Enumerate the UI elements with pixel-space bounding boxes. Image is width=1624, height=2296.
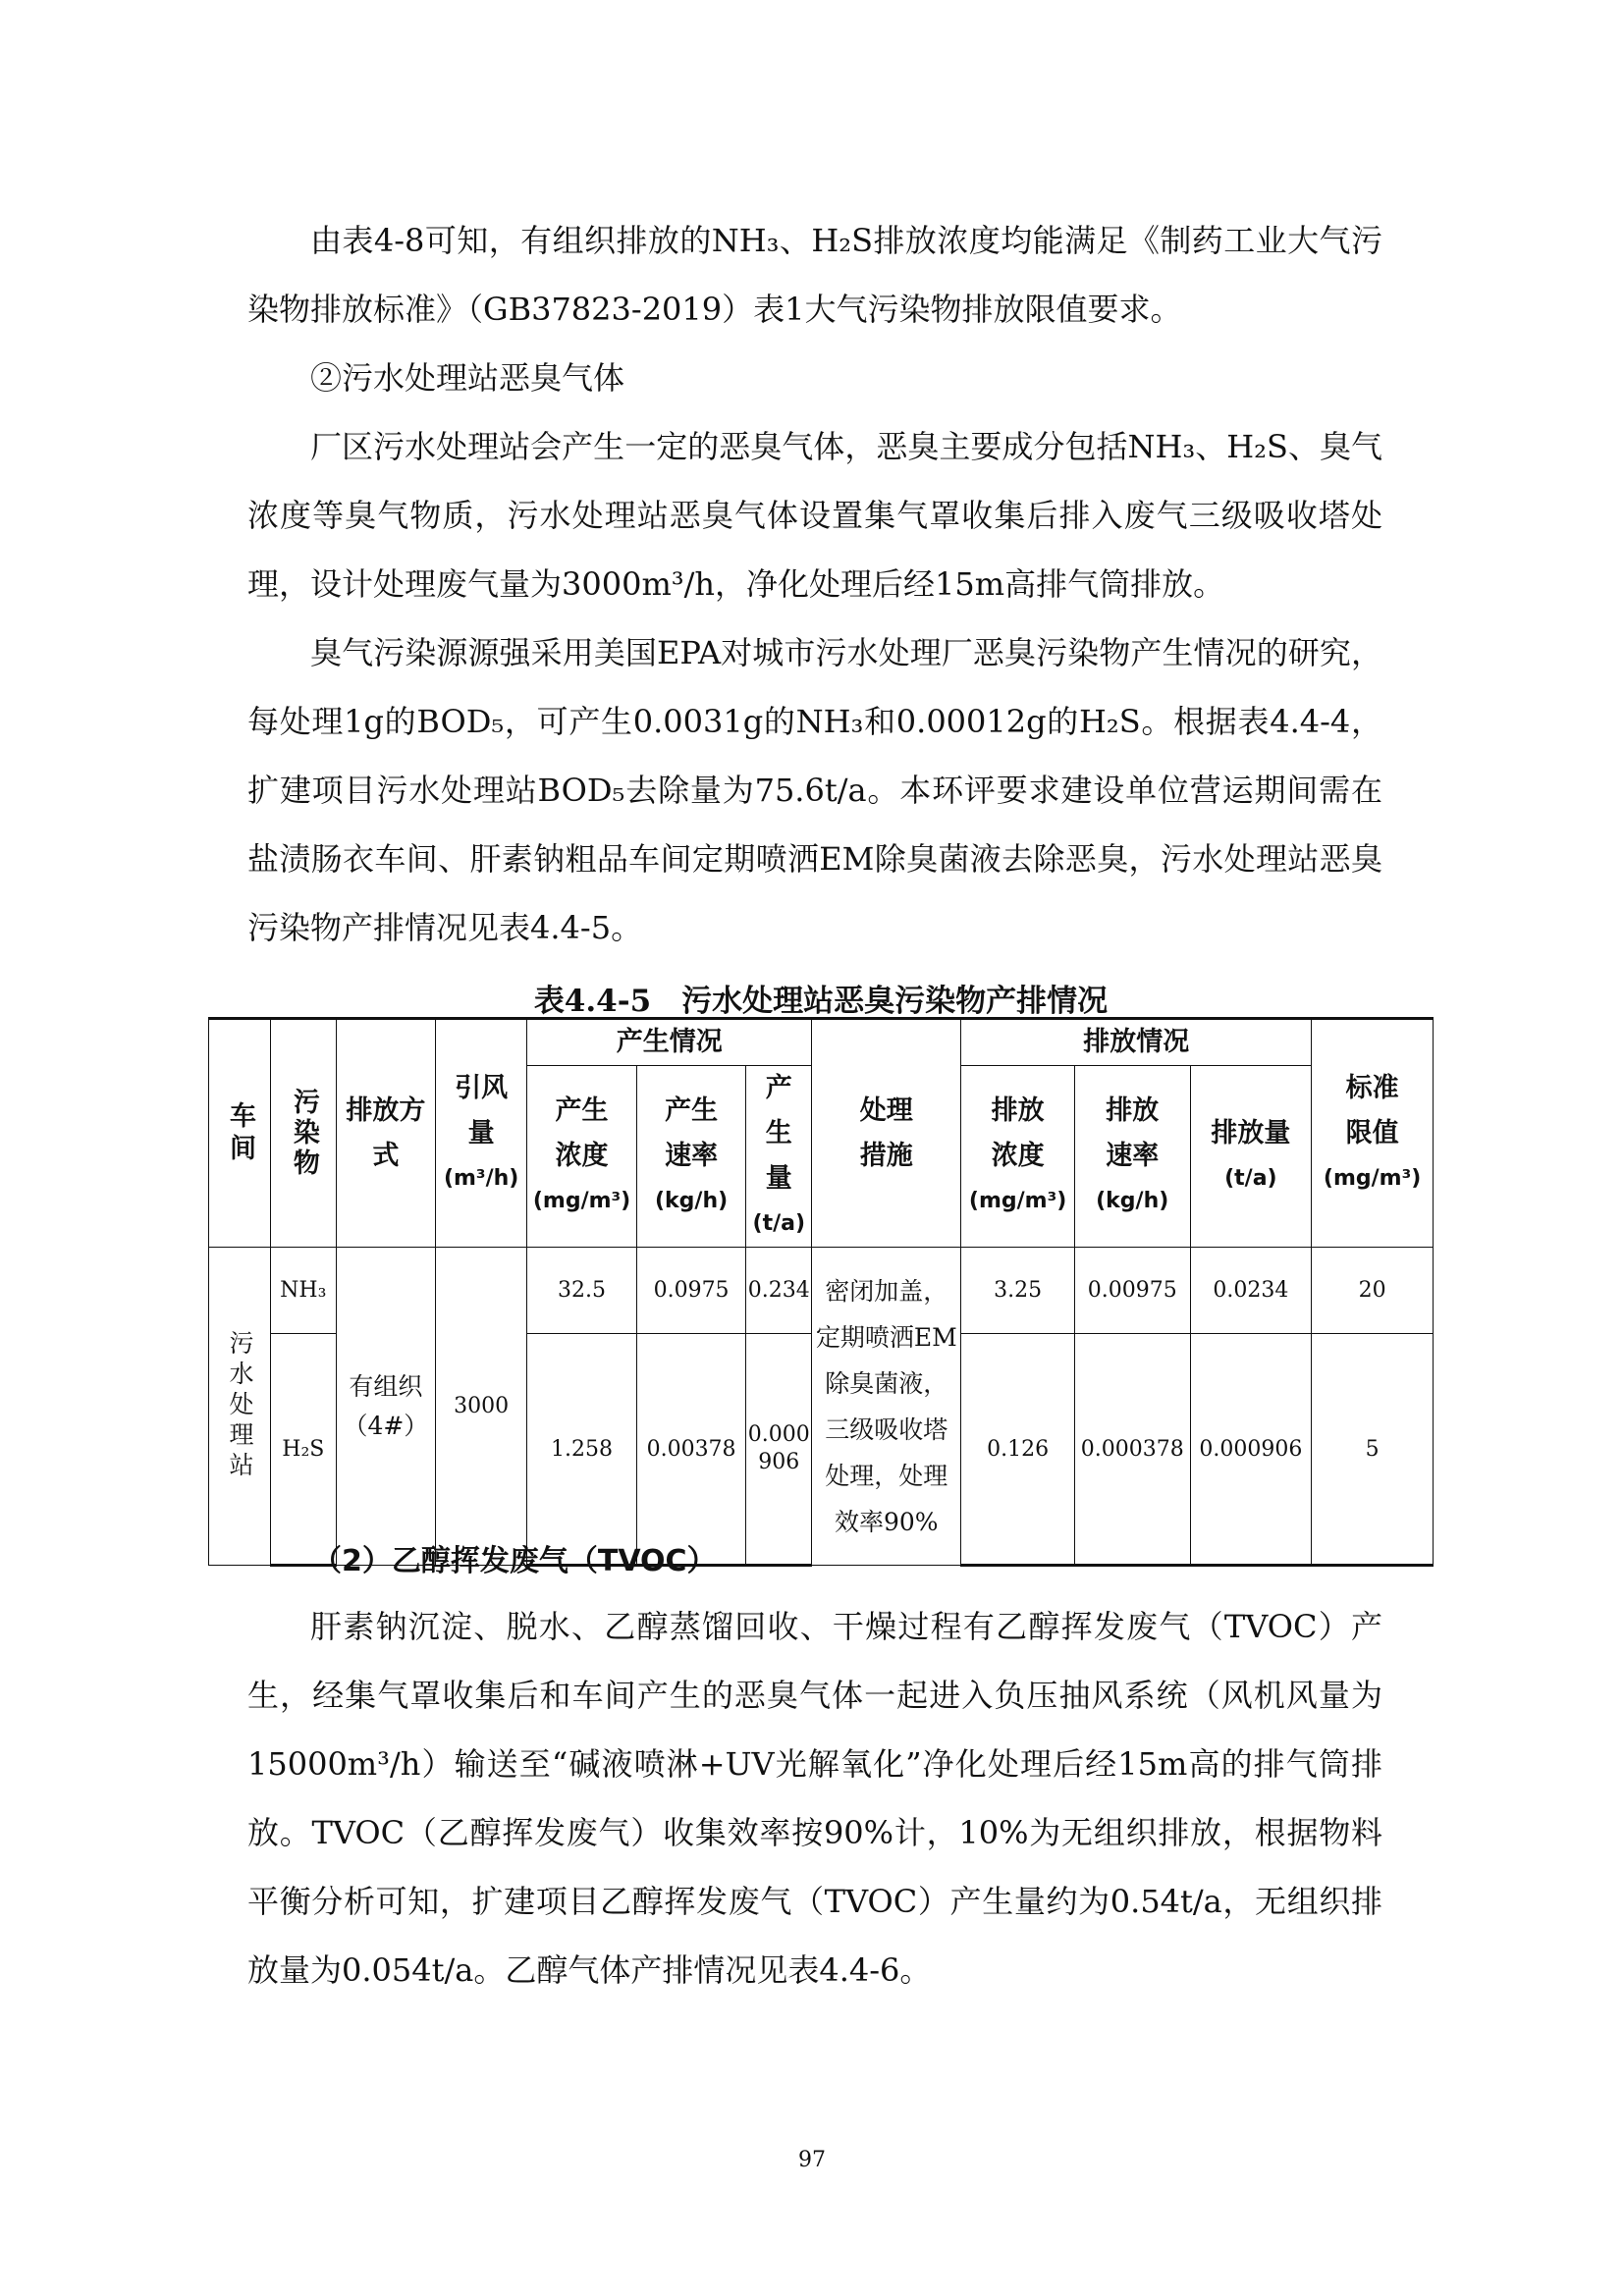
header-limit-label: 标准限值 [1345, 1072, 1399, 1148]
paragraph-tvoc: 肝素钠沉淀、脱水、乙醇蒸馏回收、干燥过程有乙醇挥发废气（TVOC）产生，经集气罩收集后和车间产生的恶臭气体一起进入负压抽风系统（风机风量为15000m³/h）输送至“碱液喷淋+UV光解氧化”净化处理后经15m高的排气筒排放。TVOC（乙醇挥发废气）收集效率按90%计，10%为无组织排放，根据物料平衡分析可知，扩建项目乙醇挥发废气（TVOC）产生量约为0.54t/a，无组织排放量为0.054t/a。乙醇气体产排情况见表4.4-6。 [247, 1608, 1382, 1989]
document-body-top [247, 206, 1382, 962]
header-airflow-label: 引风量 [455, 1072, 509, 1148]
cell-nh3-em-conc: 3.25 [961, 1248, 1075, 1334]
header-airflow-unit: (m³/h) [443, 1165, 519, 1191]
header-em-rate [1074, 1066, 1190, 1248]
cell-pollutant-h2s: H₂S [270, 1334, 336, 1566]
header-prod-amt [746, 1066, 812, 1248]
header-treatment-label: 处理措施 [859, 1095, 913, 1171]
header-prod-rate-label: 产生速率 [665, 1095, 719, 1171]
header-prod-amt-unit: (t/a) [752, 1211, 806, 1236]
paragraph-3: 臭气污染源源强采用美国EPA对城市污水处理厂恶臭污染物产生情况的研究，每处理1g的BOD₅，可产生0.0031g的NH₃和0.00012g的H₂S。根据表4.4-4，扩建项目污水处理站BOD₅去除量为75.6t/a。本环评要求建设单位营运期间需在盐渍肠衣车间、肝素钠粗品车间定期喷洒EM除臭菌液去除恶臭，污水处理站恶臭污染物产排情况见表4.4-5。 [247, 634, 1382, 946]
header-em-amt-label: 排放量 [1211, 1118, 1291, 1148]
header-prod-rate [636, 1066, 746, 1248]
cell-pollutant-nh3: NH₃ [270, 1248, 336, 1334]
cell-nh3-prod-amt: 0.234 [746, 1248, 812, 1334]
cell-treatment: 密闭加盖，定期喷洒EM除臭菌液，三级吸收塔处理，处理效率90% [812, 1248, 961, 1566]
header-prod-conc-unit: (mg/m³) [532, 1189, 631, 1213]
header-production-group: 产生情况 [527, 1019, 812, 1066]
cell-workshop: 污水处理站 [209, 1248, 271, 1566]
header-em-conc [961, 1066, 1075, 1248]
header-pollutant: 污染物 [270, 1019, 336, 1248]
header-prod-rate-unit: (kg/h) [654, 1189, 729, 1213]
header-em-rate-label: 排放速率 [1106, 1095, 1160, 1171]
header-mode [336, 1019, 435, 1248]
cell-h2s-em-rate: 0.000378 [1074, 1334, 1190, 1566]
header-mode-label: 排放方式 [346, 1095, 426, 1171]
cell-h2s-prod-conc: 1.258 [527, 1334, 637, 1566]
header-em-conc-label: 排放浓度 [991, 1095, 1045, 1171]
header-em-rate-unit: (kg/h) [1096, 1189, 1169, 1213]
cell-nh3-prod-conc: 32.5 [527, 1248, 637, 1334]
table-caption: 表4.4-5 污水处理站恶臭污染物产排情况 [533, 984, 1109, 1019]
page-number: 97 [798, 2148, 826, 2172]
paragraph-2: 厂区污水处理站会产生一定的恶臭气体，恶臭主要成分包括NH₃、H₂S、臭气浓度等臭气物质，污水处理站恶臭气体设置集气罩收集后排入废气三级吸收塔处理，设计处理废气量为3000m³/h，净化处理后经15m高排气筒排放。 [247, 428, 1382, 603]
emission-table [208, 1017, 1434, 1567]
document-body-bottom [247, 1592, 1382, 2004]
header-em-amt-unit: (t/a) [1224, 1166, 1277, 1191]
cell-nh3-em-amt: 0.0234 [1190, 1248, 1312, 1334]
cell-nh3-em-rate: 0.00975 [1074, 1248, 1190, 1334]
header-prod-conc [527, 1066, 637, 1248]
cell-h2s-em-conc: 0.126 [961, 1334, 1075, 1566]
header-em-amt [1190, 1066, 1312, 1248]
header-limit [1312, 1019, 1434, 1248]
cell-h2s-limit: 5 [1312, 1334, 1434, 1566]
header-workshop: 车间 [209, 1019, 271, 1248]
paragraph-1: 由表4-8可知，有组织排放的NH₃、H₂S排放浓度均能满足《制药工业大气污染物排放标准》（GB37823-2019）表1大气污染物排放限值要求。 [247, 222, 1382, 328]
header-prod-conc-label: 产生浓度 [555, 1095, 609, 1171]
cell-h2s-prod-rate: 0.00378 [636, 1334, 746, 1566]
header-prod-amt-label: 产生量 [765, 1073, 792, 1194]
cell-mode: 有组织（4#） [336, 1248, 435, 1566]
subheading-odor-gas: ②污水处理站恶臭气体 [310, 359, 625, 397]
header-treatment [812, 1019, 961, 1248]
header-em-conc-unit: (mg/m³) [968, 1189, 1067, 1213]
header-limit-unit: (mg/m³) [1323, 1165, 1422, 1191]
cell-nh3-prod-rate: 0.0975 [636, 1248, 746, 1334]
cell-nh3-limit: 20 [1312, 1248, 1434, 1334]
cell-airflow: 3000 [436, 1248, 527, 1566]
header-emission-group: 排放情况 [961, 1019, 1312, 1066]
header-airflow [436, 1019, 527, 1248]
cell-h2s-prod-amt: 0.000906 [746, 1334, 812, 1566]
cell-h2s-em-amt: 0.000906 [1190, 1334, 1312, 1566]
section-heading-tvoc: （2）乙醇挥发废气（TVOC） [312, 1544, 717, 1578]
